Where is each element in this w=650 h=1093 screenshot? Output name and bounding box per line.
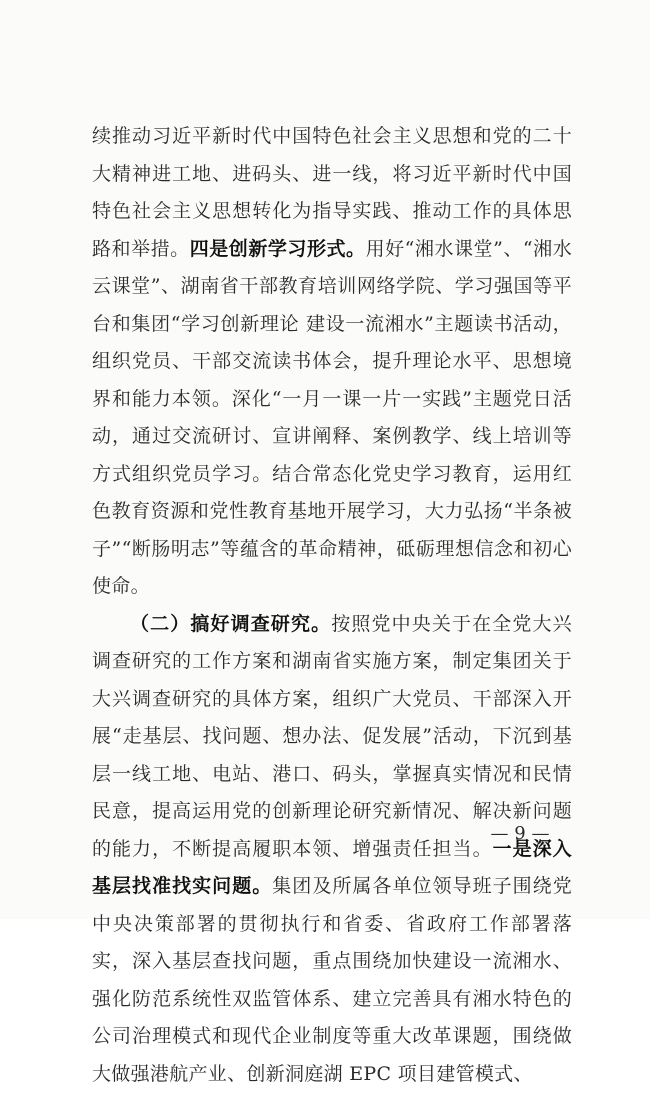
paragraph xyxy=(92,606,572,1093)
page-number: — 9 — xyxy=(480,823,560,844)
document-body xyxy=(92,118,572,1093)
bold-heading: 四是创新学习形式。 xyxy=(190,238,366,260)
bold-heading: 一是深入基层找准找实问题。 xyxy=(92,838,572,898)
section-heading: （二）搞好调查研究。 xyxy=(130,613,331,635)
paragraph-text: 用好“湘水课堂”、“湘水云课堂”、湖南省干部教育培训网络学院、学习强国等平台和集团“学习创新理论 建设一流湘水”主题读书活动，组织党员、干部交流读书体会，提升理论水平、思想境界和能力本领。深化“一月一课一片一实践”主题党日活动，通过交流研讨、宣讲阐释、案例教学、线上培训等方式组织党员学习。结合常态化党史学习教育，运用红色教育资源和党性教育基地开展学习，大力弘扬“半条被子”“断肠明志”等蕴含的革命精神，砥砺理想信念和初心使命。 xyxy=(92,238,572,598)
paragraph-text: 续推动习近平新时代中国特色社会主义思想和党的二十大精神进工地、进码头、进一线，将习近平新时代中国特色社会主义思想转化为指导实践、推动工作的具体思路和举措。 xyxy=(92,125,572,260)
paragraph-text: 集团及所属各单位领导班子围绕党中央决策部署的贯彻执行和省委、省政府工作部署落实，深入基层查找问题，重点围绕加快建设一流湘水、强化防范系统性双监管体系、建立完善具有湘水特色的公司治理模式和现代企业制度等重大改革课题，围绕做大做强港航产业、创新洞庭湖 EPC 项目建管模式、 xyxy=(92,875,572,1085)
paragraph xyxy=(92,118,572,606)
paragraph-text: 按照党中央关于在全党大兴调查研究的工作方案和湖南省实施方案，制定集团关于大兴调查研究的具体方案，组织广大党员、干部深入开展“走基层、找问题、想办法、促发展”活动，下沉到基层一线工地、电站、港口、码头，掌握真实情况和民情民意，提高运用党的创新理论研究新情况、解决新问题的能力，不断提高履职本领、增强责任担当。 xyxy=(92,613,572,860)
